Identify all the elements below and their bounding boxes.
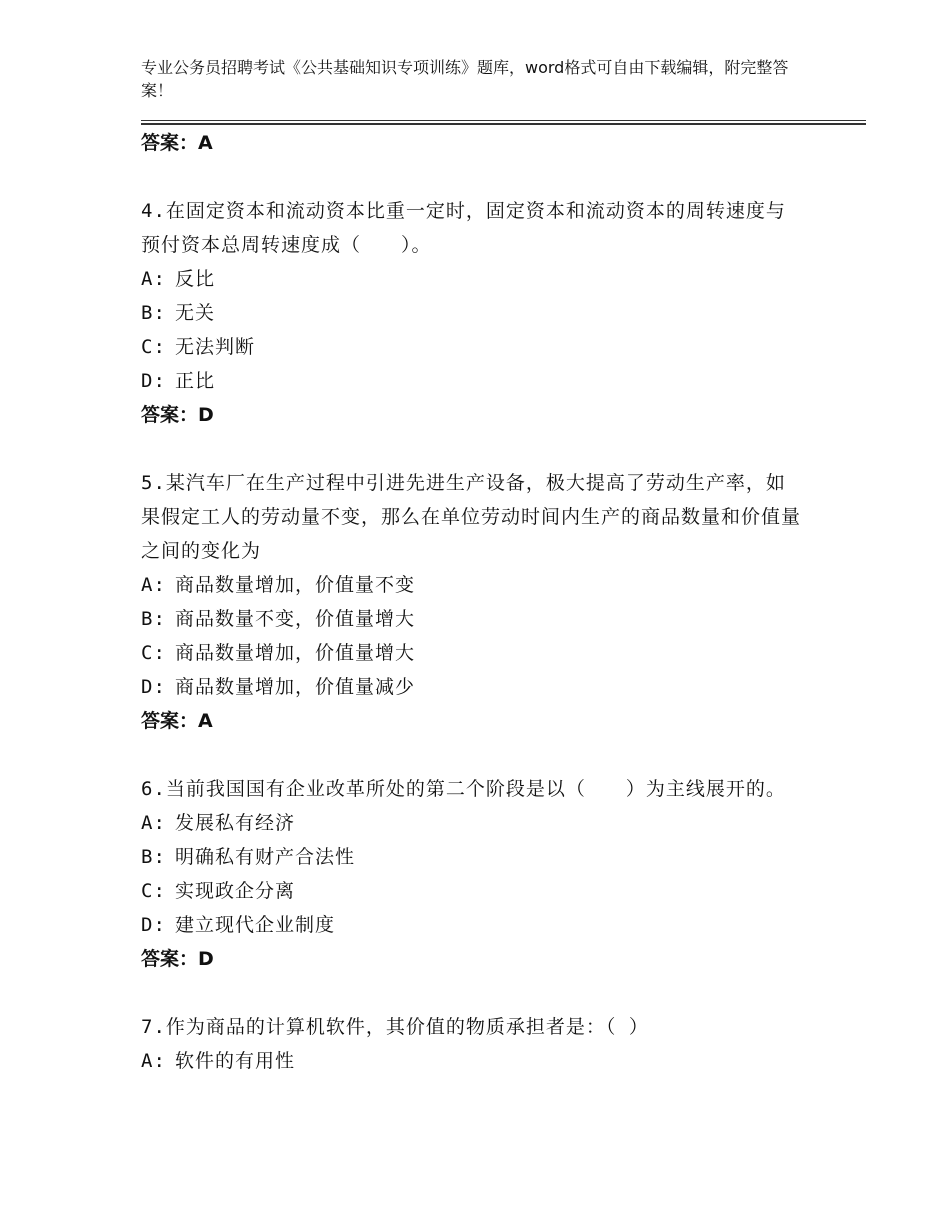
spacer xyxy=(141,432,801,466)
option-letter: B: xyxy=(141,608,166,630)
option-text: 发展私有经济 xyxy=(175,812,296,834)
question-list xyxy=(141,126,801,1078)
answer-line: 答案：D xyxy=(141,404,214,426)
option-text: 商品数量增加，价值量减少 xyxy=(175,676,416,698)
question-block xyxy=(141,1010,801,1078)
option-text: 明确私有财产合法性 xyxy=(175,846,356,868)
question-text: 5.某汽车厂在生产过程中引进先进生产设备，极大提高了劳动生产率，如果假定工人的劳动量不变，那么在单位劳动时间内生产的商品数量和价值量之间的变化为 xyxy=(141,472,802,562)
header-rule-thick xyxy=(141,123,866,125)
option-line xyxy=(141,874,801,908)
option-text: 软件的有用性 xyxy=(175,1050,296,1072)
option-text: 商品数量增加，价值量不变 xyxy=(175,574,416,596)
option-text: 商品数量增加，价值量增大 xyxy=(175,642,416,664)
header-rule-thin xyxy=(141,120,866,121)
option-letter: B: xyxy=(141,302,166,324)
option-letter: A: xyxy=(141,574,166,596)
question-block xyxy=(141,772,801,976)
option-text: 建立现代企业制度 xyxy=(175,914,336,936)
option-text: 无法判断 xyxy=(175,336,256,358)
option-text: 反比 xyxy=(175,268,216,290)
option-letter: D: xyxy=(141,676,166,698)
option-line xyxy=(141,908,801,942)
option-text: 正比 xyxy=(175,370,216,392)
question-text: 6.当前我国国有企业改革所处的第二个阶段是以（ ）为主线展开的。 xyxy=(141,778,786,800)
option-letter: D: xyxy=(141,914,166,936)
option-letter: C: xyxy=(141,642,166,664)
option-letter: D: xyxy=(141,370,166,392)
option-letter: A: xyxy=(141,268,166,290)
option-letter: B: xyxy=(141,846,166,868)
question-block xyxy=(141,466,801,738)
option-letter: A: xyxy=(141,812,166,834)
spacer xyxy=(141,976,801,1010)
answer-line: 答案：D xyxy=(141,948,214,970)
option-line xyxy=(141,806,801,840)
question-text: 7.作为商品的计算机软件，其价值的物质承担者是：（ ） xyxy=(141,1016,649,1038)
answer-line: 答案：A xyxy=(141,710,213,732)
option-line xyxy=(141,296,801,330)
option-line xyxy=(141,602,801,636)
option-line xyxy=(141,330,801,364)
option-letter: C: xyxy=(141,336,166,358)
spacer xyxy=(141,738,801,772)
option-line xyxy=(141,364,801,398)
option-letter: A: xyxy=(141,1050,166,1072)
question-block xyxy=(141,194,801,432)
option-line xyxy=(141,1044,801,1078)
option-text: 实现政企分离 xyxy=(175,880,296,902)
option-letter: C: xyxy=(141,880,166,902)
option-line xyxy=(141,670,801,704)
option-line xyxy=(141,568,801,602)
spacer xyxy=(141,160,801,194)
option-text: 无关 xyxy=(175,302,216,324)
option-text: 商品数量不变，价值量增大 xyxy=(175,608,416,630)
option-line xyxy=(141,636,801,670)
option-line xyxy=(141,262,801,296)
answer-line: 答案：A xyxy=(141,132,213,154)
question-text: 4.在固定资本和流动资本比重一定时，固定资本和流动资本的周转速度与预付资本总周转速度成（ ）。 xyxy=(141,200,786,256)
option-line xyxy=(141,840,801,874)
document-header: 专业公务员招聘考试《公共基础知识专项训练》题库，word格式可自由下载编辑，附完整答案！ xyxy=(141,58,789,100)
